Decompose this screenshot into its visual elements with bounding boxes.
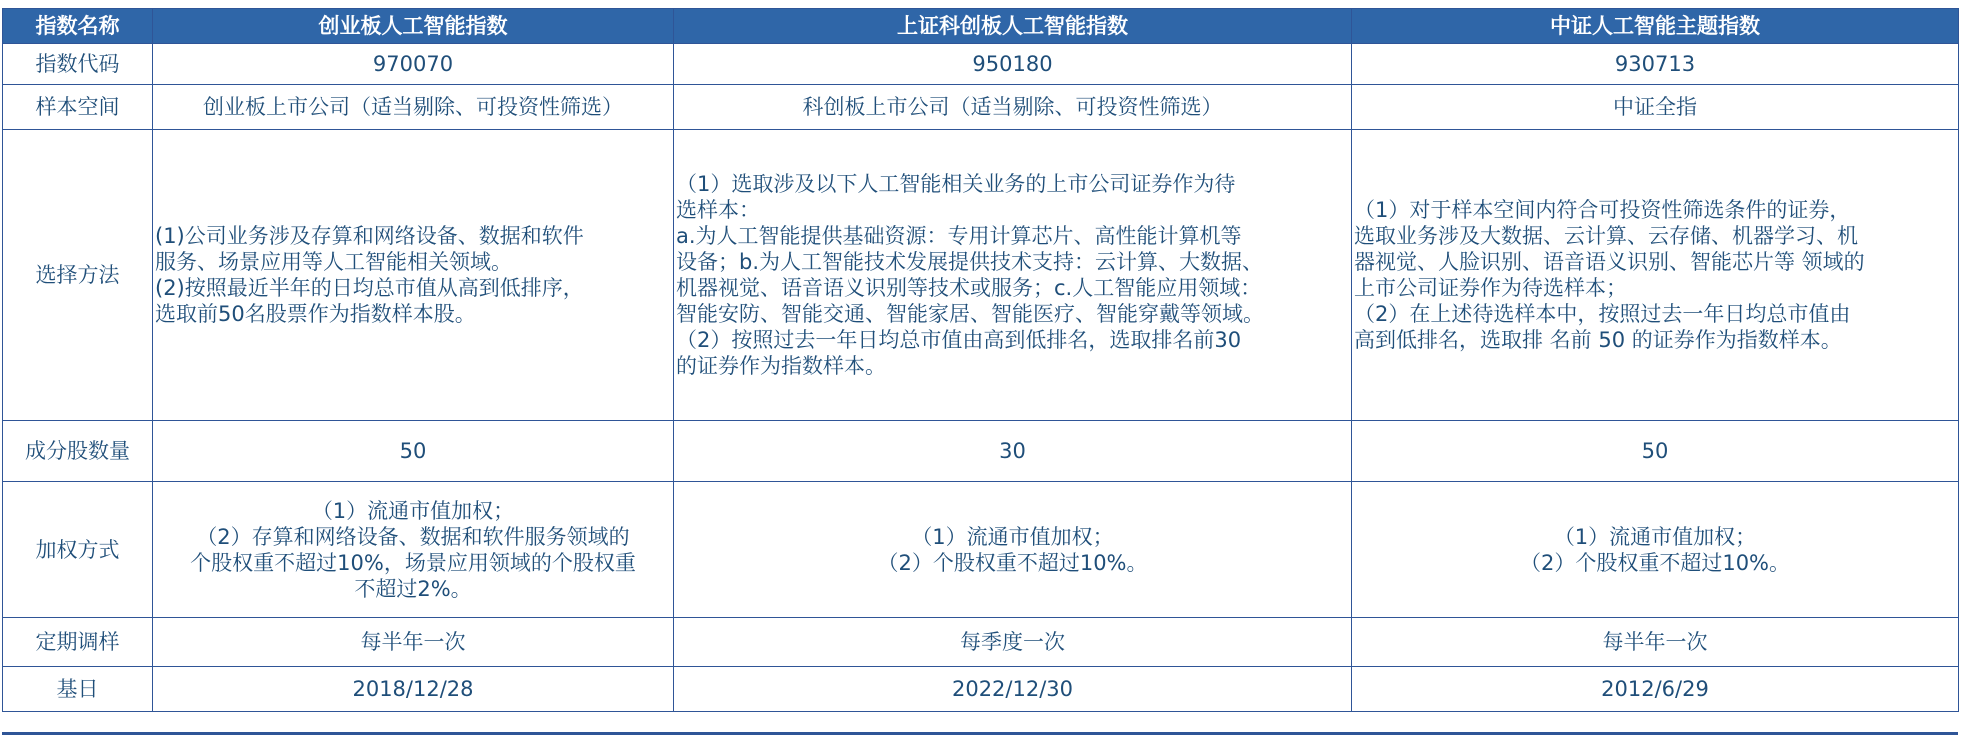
header-row <box>3 9 1959 44</box>
text-line: （2）存算和网络设备、数据和软件服务领域的 <box>196 524 630 549</box>
cell-value: 2012/6/29 <box>1352 667 1959 712</box>
table-bottom-rule <box>2 732 1958 735</box>
text-line: （2）个股权重不超过10%。 <box>877 550 1148 575</box>
text-line: 服务、场景应用等人工智能相关领域。 <box>155 250 512 274</box>
row-rebalance <box>3 618 1959 667</box>
header-col-csi-ai: 中证人工智能主题指数 <box>1352 9 1959 44</box>
text-line: 的证券作为指数样本。 <box>676 354 886 378</box>
text-line: 上市公司证券作为待选样本； <box>1354 276 1627 300</box>
text-line: 选取前50名股票作为指数样本股。 <box>155 302 476 326</box>
cell-value: 950180 <box>674 44 1352 85</box>
text-line: 个股权重不超过10%，场景应用领域的个股权重 <box>190 550 636 575</box>
text-line: （1）流通市值加权； <box>1553 524 1757 549</box>
header-label: 指数名称 <box>3 9 153 44</box>
row-label: 样本空间 <box>3 85 153 130</box>
cell-value: 中证全指 <box>1352 85 1959 130</box>
row-index-code <box>3 44 1959 85</box>
cell-value: 50 <box>1352 421 1959 482</box>
text-line: （1）流通市值加权； <box>311 498 515 523</box>
cell-weight-star <box>674 482 1352 618</box>
header-col-chinext-ai: 创业板人工智能指数 <box>153 9 674 44</box>
cell-value: 每半年一次 <box>153 618 674 667</box>
cell-value: 2018/12/28 <box>153 667 674 712</box>
row-label: 加权方式 <box>3 482 153 618</box>
text-line: 不超过2%。 <box>354 576 472 601</box>
text-line: (2)按照最近半年的日均总市值从高到低排序， <box>155 276 584 300</box>
text-line: 选取业务涉及大数据、云计算、云存储、机器学习、机 <box>1354 224 1858 248</box>
cell-method-chinext <box>153 130 674 421</box>
cell-method-csi <box>1352 130 1959 421</box>
cell-weight-chinext <box>153 482 674 618</box>
text-line: （1）对于样本空间内符合可投资性筛选条件的证券， <box>1354 198 1851 222</box>
cell-value: 970070 <box>153 44 674 85</box>
text-line: 设备；b.为人工智能技术发展提供技术支持：云计算、大数据、 <box>676 250 1264 274</box>
row-constituent-count <box>3 421 1959 482</box>
cell-value: 2022/12/30 <box>674 667 1352 712</box>
row-weighting <box>3 482 1959 618</box>
row-selection-method <box>3 130 1959 421</box>
row-label: 指数代码 <box>3 44 153 85</box>
text-line: 智能安防、智能交通、智能家居、智能医疗、智能穿戴等领域。 <box>676 302 1264 326</box>
index-comparison-table <box>2 8 1958 712</box>
row-label: 成分股数量 <box>3 421 153 482</box>
text-line: 高到低排名，选取排 名前 50 的证券作为指数样本。 <box>1354 328 1842 352</box>
text-line: （2）个股权重不超过10%。 <box>1519 550 1791 575</box>
text-line: a.为人工智能提供基础资源：专用计算芯片、高性能计算机等 <box>676 224 1242 248</box>
text-line: 机器视觉、语音语义识别等技术或服务；c.人工智能应用领域： <box>676 276 1262 300</box>
cell-value: 每季度一次 <box>674 618 1352 667</box>
cell-value: 930713 <box>1352 44 1959 85</box>
text-line: 选样本： <box>676 198 760 222</box>
row-sample-space <box>3 85 1959 130</box>
cell-value: 30 <box>674 421 1352 482</box>
row-base-date <box>3 667 1959 712</box>
text-line: （1）选取涉及以下人工智能相关业务的上市公司证券作为待 <box>676 172 1236 196</box>
row-label: 基日 <box>3 667 153 712</box>
text-line: （2）在上述待选样本中，按照过去一年日均总市值由 <box>1354 302 1851 326</box>
cell-method-star <box>674 130 1352 421</box>
text-line: （2）按照过去一年日均总市值由高到低排名，选取排名前30 <box>676 328 1242 352</box>
text-line: （1）流通市值加权； <box>911 524 1114 549</box>
cell-value: 50 <box>153 421 674 482</box>
cell-value: 科创板上市公司（适当剔除、可投资性筛选） <box>674 85 1352 130</box>
cell-weight-csi <box>1352 482 1959 618</box>
text-line: (1)公司业务涉及存算和网络设备、数据和软件 <box>155 224 584 248</box>
text-line: 器视觉、人脸识别、语音语义识别、智能芯片等 领域的 <box>1354 250 1865 274</box>
row-label: 定期调样 <box>3 618 153 667</box>
row-label: 选择方法 <box>3 130 153 421</box>
cell-value: 创业板上市公司（适当剔除、可投资性筛选） <box>153 85 674 130</box>
header-col-star-ai: 上证科创板人工智能指数 <box>674 9 1352 44</box>
cell-value: 每半年一次 <box>1352 618 1959 667</box>
